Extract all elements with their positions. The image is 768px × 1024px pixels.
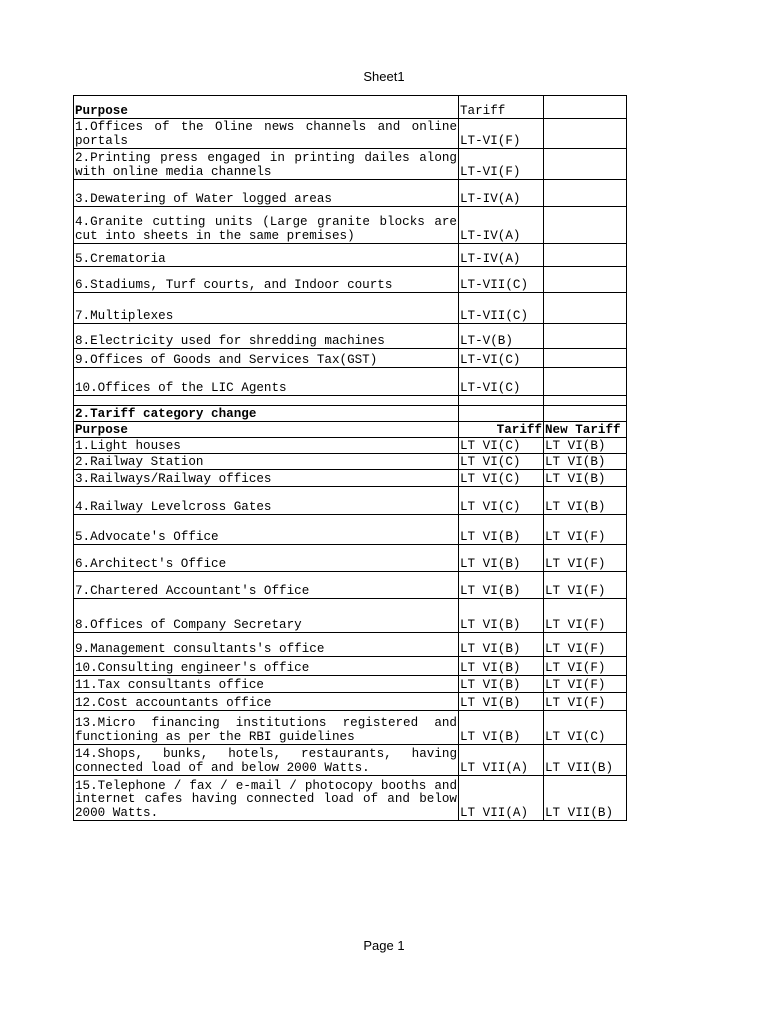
- new-tariff-cell: LT VII(B): [544, 776, 627, 821]
- purpose-cell: 10.Consulting engineer's office: [74, 657, 459, 676]
- table-header-row: [74, 422, 627, 438]
- purpose-header: Purpose: [74, 422, 459, 438]
- tariff-table: [73, 95, 627, 821]
- purpose-cell: 3.Dewatering of Water logged areas: [74, 180, 459, 207]
- empty-cell: [544, 244, 627, 267]
- table-row: [74, 149, 627, 180]
- empty-cell: [459, 396, 544, 406]
- table-row: [74, 599, 627, 633]
- empty-cell: [544, 324, 627, 349]
- table-row: [74, 207, 627, 244]
- new-tariff-cell: LT VII(B): [544, 745, 627, 776]
- purpose-cell: 2.Railway Station: [74, 454, 459, 470]
- new-tariff-cell: LT VI(F): [544, 545, 627, 572]
- table-row: [74, 293, 627, 324]
- table-row: [74, 676, 627, 693]
- tariff-cell: LT VI(B): [459, 711, 544, 745]
- purpose-cell: 13.Micro financing institutions registered and functioning as per the RBI guidelines: [74, 711, 459, 745]
- page-footer: Page 1: [363, 938, 405, 953]
- tariff-cell: LT-VI(F): [459, 119, 544, 149]
- tariff-cell: LT VI(B): [459, 599, 544, 633]
- table-row: [74, 711, 627, 745]
- section-title-row: [74, 406, 627, 422]
- empty-cell: [544, 267, 627, 293]
- tariff-cell: LT-VII(C): [459, 293, 544, 324]
- empty-cell: [544, 207, 627, 244]
- new-tariff-cell: LT VI(F): [544, 633, 627, 657]
- purpose-header: Purpose: [74, 96, 459, 119]
- new-tariff-cell: LT VI(B): [544, 438, 627, 454]
- purpose-cell: 10.Offices of the LIC Agents: [74, 368, 459, 396]
- tariff-cell: LT-V(B): [459, 324, 544, 349]
- table-row: [74, 693, 627, 711]
- empty-cell: [544, 96, 627, 119]
- tariff-header: Tariff: [459, 96, 544, 119]
- table-row: [74, 470, 627, 487]
- table-row: [74, 349, 627, 368]
- tariff-cell: LT VI(B): [459, 676, 544, 693]
- purpose-cell: 8.Electricity used for shredding machines: [74, 324, 459, 349]
- tariff-cell: LT VI(C): [459, 438, 544, 454]
- purpose-cell: 5.Crematoria: [74, 244, 459, 267]
- empty-cell: [544, 180, 627, 207]
- new-tariff-header: New Tariff: [544, 422, 627, 438]
- tariff-cell: LT VII(A): [459, 776, 544, 821]
- purpose-cell: 4.Granite cutting units (Large granite blocks are cut into sheets in the same premises): [74, 207, 459, 244]
- new-tariff-cell: LT VI(F): [544, 676, 627, 693]
- tariff-cell: LT VII(A): [459, 745, 544, 776]
- tariff-cell: LT-VI(C): [459, 368, 544, 396]
- new-tariff-cell: LT VI(F): [544, 572, 627, 599]
- empty-cell: [544, 368, 627, 396]
- empty-cell: [544, 119, 627, 149]
- empty-cell: [459, 406, 544, 422]
- section-title: 2.Tariff category change: [74, 406, 459, 422]
- table-row: [74, 324, 627, 349]
- tariff-header: Tariff: [459, 422, 544, 438]
- purpose-cell: 1.Light houses: [74, 438, 459, 454]
- tariff-cell: LT VI(B): [459, 545, 544, 572]
- tariff-cell: LT VI(B): [459, 572, 544, 599]
- new-tariff-cell: LT VI(F): [544, 599, 627, 633]
- empty-cell: [544, 406, 627, 422]
- purpose-cell: 9.Offices of Goods and Services Tax(GST): [74, 349, 459, 368]
- table-row: [74, 633, 627, 657]
- new-tariff-cell: LT VI(B): [544, 487, 627, 515]
- empty-cell: [544, 149, 627, 180]
- tariff-cell: LT VI(B): [459, 657, 544, 676]
- empty-cell: [544, 396, 627, 406]
- new-tariff-cell: LT VI(C): [544, 711, 627, 745]
- purpose-cell: 6.Stadiums, Turf courts, and Indoor courts: [74, 267, 459, 293]
- purpose-cell: 9.Management consultants's office: [74, 633, 459, 657]
- purpose-cell: 8.Offices of Company Secretary: [74, 599, 459, 633]
- tariff-cell: LT-VII(C): [459, 267, 544, 293]
- table-row: [74, 545, 627, 572]
- table-row: [74, 454, 627, 470]
- table-row: [74, 244, 627, 267]
- tariff-cell: LT VI(B): [459, 633, 544, 657]
- tariff-cell: LT-VI(C): [459, 349, 544, 368]
- tariff-cell: LT-IV(A): [459, 244, 544, 267]
- tariff-cell: LT VI(C): [459, 487, 544, 515]
- table-row: [74, 515, 627, 545]
- purpose-cell: 4.Railway Levelcross Gates: [74, 487, 459, 515]
- purpose-cell: 11.Tax consultants office: [74, 676, 459, 693]
- table-row: [74, 745, 627, 776]
- purpose-cell: 14.Shops, bunks, hotels, restaurants, having connected load of and below 2000 Watts.: [74, 745, 459, 776]
- purpose-cell: 15.Telephone / fax / e-mail / photocopy booths and internet cafes having connected load of and below 2000 Watts.: [74, 776, 459, 821]
- tariff-cell: LT VI(B): [459, 515, 544, 545]
- table-row: [74, 776, 627, 821]
- tariff-cell: LT VI(C): [459, 470, 544, 487]
- table-row: [74, 368, 627, 396]
- purpose-cell: 1.Offices of the Oline news channels and online portals: [75, 120, 457, 148]
- empty-cell: [544, 349, 627, 368]
- new-tariff-cell: LT VI(F): [544, 693, 627, 711]
- empty-cell: [74, 396, 459, 406]
- table-row: [74, 438, 627, 454]
- purpose-cell: 6.Architect's Office: [74, 545, 459, 572]
- purpose-cell: 3.Railways/Railway offices: [74, 470, 459, 487]
- purpose-cell: 5.Advocate's Office: [74, 515, 459, 545]
- purpose-cell: 7.Multiplexes: [74, 293, 459, 324]
- blank-row: [74, 396, 627, 406]
- table-row: [74, 267, 627, 293]
- empty-cell: [544, 293, 627, 324]
- tariff-cell: LT VI(C): [459, 454, 544, 470]
- table-row: [74, 572, 627, 599]
- new-tariff-cell: LT VI(F): [544, 657, 627, 676]
- purpose-cell: 12.Cost accountants office: [74, 693, 459, 711]
- new-tariff-cell: LT VI(F): [544, 515, 627, 545]
- table-row: [74, 487, 627, 515]
- new-tariff-cell: LT VI(B): [544, 470, 627, 487]
- tariff-cell: LT-VI(F): [459, 149, 544, 180]
- tariff-cell: LT VI(B): [459, 693, 544, 711]
- new-tariff-cell: LT VI(B): [544, 454, 627, 470]
- purpose-cell: 7.Chartered Accountant's Office: [74, 572, 459, 599]
- sheet-title: Sheet1: [363, 69, 405, 84]
- tariff-cell: LT-IV(A): [459, 180, 544, 207]
- table-row: [74, 657, 627, 676]
- purpose-cell: 2.Printing press engaged in printing dailes along with online media channels: [74, 149, 459, 180]
- table-row: [74, 180, 627, 207]
- tariff-cell: LT-IV(A): [459, 207, 544, 244]
- table-row: [74, 119, 627, 149]
- table-header-row: [74, 96, 627, 119]
